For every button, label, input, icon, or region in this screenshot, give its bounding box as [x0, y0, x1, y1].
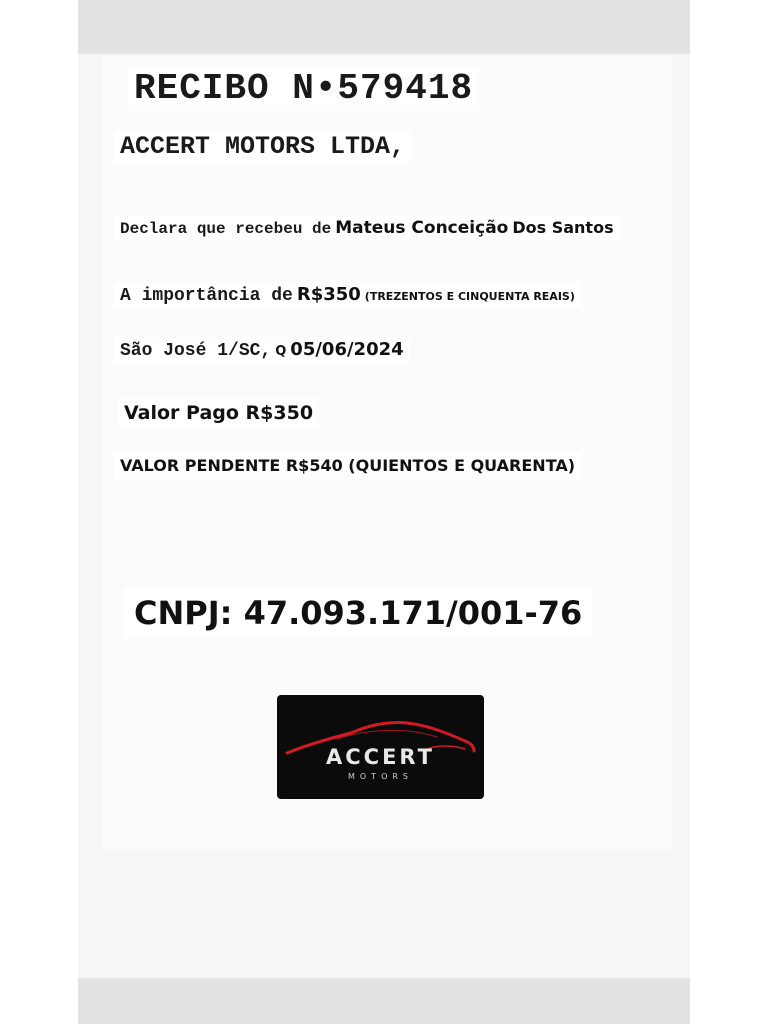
bottom-band — [78, 978, 690, 1024]
valor-pendente: VALOR PENDENTE R$540 (QUIENTOS E QUARENTA) — [114, 452, 581, 479]
company-name: ACCERT MOTORS LTDA, — [114, 130, 411, 163]
payer-name: Mateus Conceição — [335, 218, 509, 238]
declara-label: Declara que recebeu de — [120, 220, 332, 238]
logo-brand: ACCERT — [326, 745, 435, 769]
cnpj: CNPJ: 47.093.171/001-76 — [124, 588, 592, 638]
importancia-amount: R$350 — [296, 284, 361, 305]
declara-row — [114, 216, 620, 240]
payer-surname: Dos Santos — [512, 218, 614, 237]
logo-subtitle: MOTORS — [347, 772, 414, 781]
local-connector: Q — [275, 344, 287, 359]
importancia-row — [114, 282, 581, 308]
accert-motors-logo — [277, 695, 484, 799]
importancia-label: A importância de — [120, 286, 293, 306]
receipt-title: RECIBO N•579418 — [128, 66, 479, 111]
top-band — [78, 0, 690, 54]
importancia-words: (TREZENTOS E CINQUENTA REAIS) — [364, 290, 575, 303]
local-date-row — [114, 337, 410, 363]
valor-pago: Valor Pago R$350 — [118, 398, 319, 428]
receipt-date: 05/06/2024 — [290, 339, 404, 360]
local-label: São José 1/SC, — [120, 341, 272, 361]
